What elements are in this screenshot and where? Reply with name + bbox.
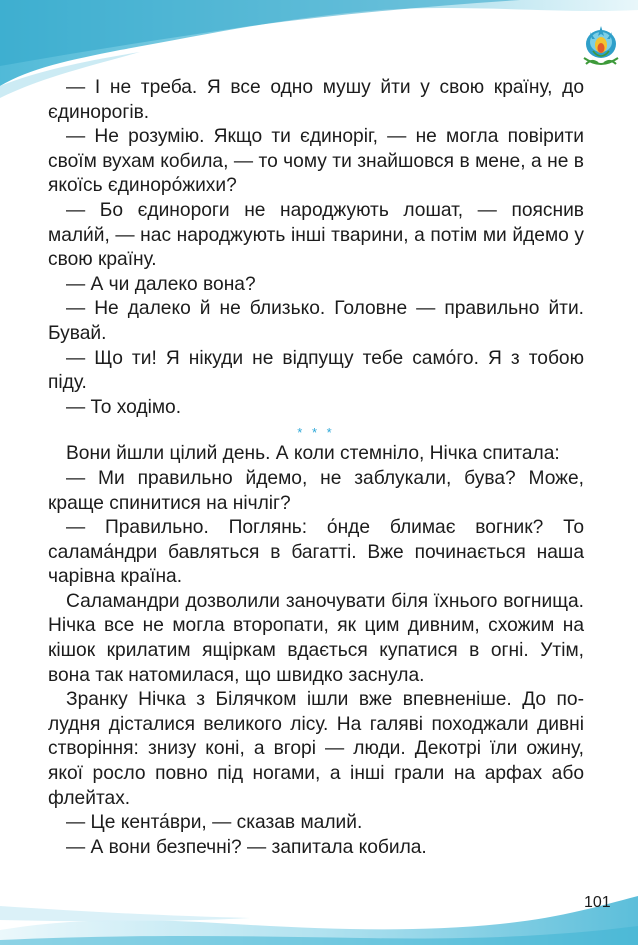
paragraph: — Правильно. Поглянь: о́нде блимає вогник? То салама́ндри бавляться в багатті. Вже починається наша чарівна країна.	[48, 517, 584, 588]
paragraph: — То ходімо.	[66, 396, 182, 418]
paragraph: Саламандри дозволили заночувати біля їхнього вогнища. Нічка все не могла второпати, як цим дивним, схожим на кішок крилатим ящіркам вдається купатися в огні. Утім, вона так натомилася, що швидко заснула.	[48, 590, 584, 686]
paragraph: — І не треба. Я все одно мушу йти у свою країну, до єдинорогів.	[48, 77, 584, 123]
paragraph: Вони йшли цілий день. А коли стемніло, Нічка спитала:	[66, 443, 560, 465]
paragraph: — Що ти! Я нікуди не відпущу тебе само́го. Я з тобою піду.	[48, 347, 584, 394]
flower-ornament-icon	[576, 18, 626, 70]
paragraph: — Не далеко й не близько. Головне — правильно йти. Бувай.	[48, 298, 584, 344]
story-text	[48, 76, 584, 860]
paragraph: — Це кента́ври, — сказав малий.	[66, 812, 363, 834]
paragraph: — Ми правильно йдемо, не заблукали, бува? Може, краще спинитися на нічліг?	[48, 467, 584, 514]
page-number: 101	[584, 894, 611, 911]
paragraph: — А чи далеко вона?	[66, 273, 256, 295]
paragraph: — Бо єдинороги не народжують лошат, — пояснив мали́й, — нас народжують інші тварини, а потім ми йдемо у свою країну.	[48, 199, 584, 271]
section-separator: * * *	[297, 425, 335, 441]
paragraph: — А вони безпечні? — запитала кобила.	[66, 836, 427, 858]
paragraph: — Не розумію. Якщо ти єдиноріг, — не могла повірити своїм вухам кобила, — то чому ти знайшовся в мене, а не в якоїсь єдиноро́жихи?	[48, 126, 584, 197]
paragraph: Зранку Нічка з Білячком ішли вже впевненіше. До полудня дісталися великого лісу. На галяві походжали дивні створіння: знизу коні, а вгорі — люди. Декотрі їли ожину, якої росло повно під ногами, а інші грали на арфах або флейтах.	[48, 689, 584, 809]
